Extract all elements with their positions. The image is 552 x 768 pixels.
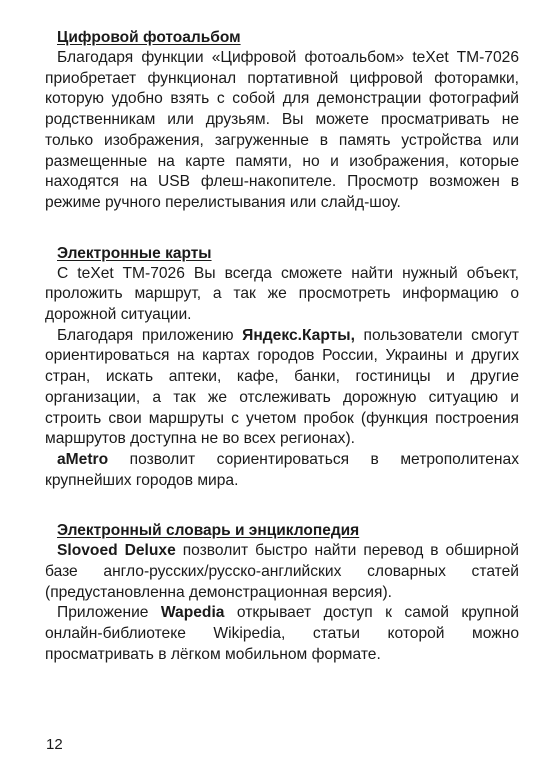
- paragraph-text: пользователи смогут ориентироваться на картах городов России, Украины и других стран, искать аптеки, кафе, банки, гостиницы и другие организации, а так же отслеживать дорожную ситуацию и строить свои маршруты с учетом пробок (функция построения маршрутов доступна не во всех регионах).: [45, 326, 519, 448]
- section-electronic-maps: [45, 244, 519, 492]
- page-content: [45, 28, 519, 696]
- paragraph: [45, 48, 519, 214]
- app-name-yandex-maps: Яндекс.Карты,: [242, 326, 355, 344]
- paragraph-lead: Приложение: [57, 604, 161, 622]
- section-heading: Электронный словарь и энциклопедия: [57, 522, 360, 540]
- paragraph: [45, 603, 519, 665]
- page-number: 12: [46, 736, 63, 753]
- section-heading: Электронные карты: [57, 244, 212, 262]
- section-digital-photo-album: [45, 28, 519, 214]
- paragraph: [45, 541, 519, 603]
- section-dictionary-encyclopedia: [45, 521, 519, 665]
- paragraph: [45, 326, 519, 450]
- section-heading: Цифровой фотоальбом: [57, 29, 241, 46]
- app-name-ametro: aMetro: [57, 450, 109, 468]
- paragraph-text: позволит быстро найти перевод в обширной базе англо-русских/русско-английских словарных статей (предустановленна демонстрационная версия).: [45, 542, 519, 601]
- paragraph-text: позволит сориентироваться в метрополитенах крупнейших городов мира.: [45, 450, 519, 489]
- paragraph-text: открывает доступ к самой крупной онлайн-библиотеке Wikipedia, статьи которой можно просматривать в лёгком мобильном формате.: [45, 604, 519, 663]
- paragraph-lead: Благодаря приложению: [57, 326, 243, 344]
- paragraph: [45, 264, 519, 326]
- paragraph-text: Благодаря функции «Цифровой фотоальбом» teXet TM-7026 приобретает функционал портативной цифровой фоторамки, которую удобно взять с собой для демонстрации фотографий родственникам или друзьям. Вы можете просматривать не только изображения, загруженные в память устройства или размещенные на карте памяти, но и изображения, которые находятся на USB флеш-накопителе. Просмотр возможен в режиме ручного перелистывания или слайд-шоу.: [45, 49, 519, 211]
- paragraph: [45, 450, 519, 491]
- paragraph-text: С teXet TM-7026 Вы всегда сможете найти нужный объект, проложить маршрут, а так же просмотреть информацию о дорожной ситуации.: [45, 264, 519, 324]
- app-name-wapedia: Wapedia: [160, 604, 225, 622]
- app-name-slovoed: Slovoed Deluxe: [57, 542, 176, 560]
